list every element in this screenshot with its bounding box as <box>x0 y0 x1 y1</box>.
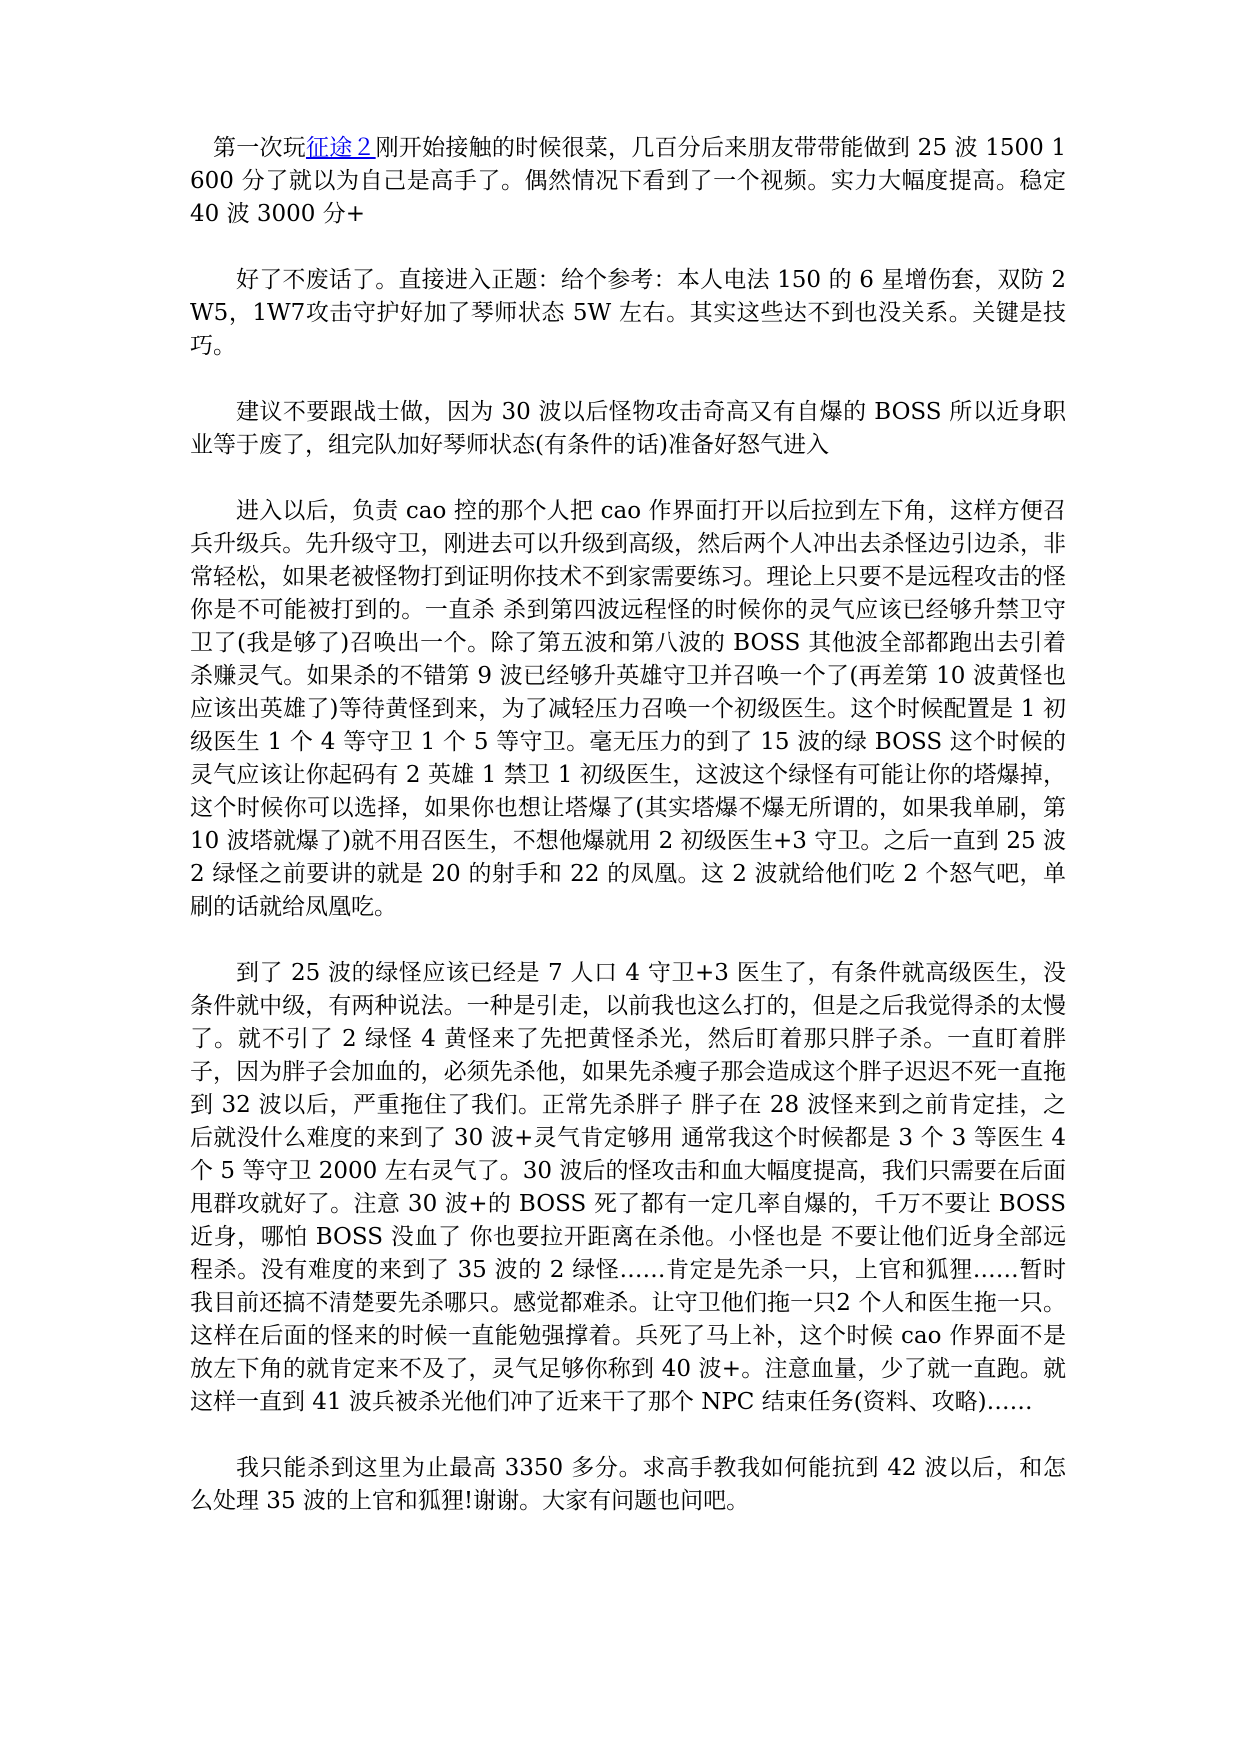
game-title-link[interactable]: 征途２ <box>305 135 376 161</box>
paragraph-early-waves: 进入以后，负责 cao 控的那个人把 cao 作界面打开以后拉到左下角，这样方便召兵升级兵。先升级守卫，刚进去可以升级到高级，然后两个人冲出去杀怪边引边杀，非常轻松，如果老被怪物打到证明你技术不到家需要练习。理论上只要不是远程攻击的怪你是不可能被打到的。一直杀 杀到第四波远程怪的时候你的灵气应该已经够升禁卫守卫了(我是够了)召唤出一个。除了第五波和第八波的 BOSS 其他波全部都跑出去引着杀赚灵气。如果杀的不错第 9 波已经够升英雄守卫并召唤一个了(再差第 10 波黄怪也应该出英雄了)等待黄怪到来，为了减轻压力召唤一个初级医生。这个时候配置是 1 初级医生 1 个 4 等守卫 1 个 5 等守卫。毫无压力的到了 15 波的绿 BOSS 这个时候的灵气应该让你起码有 2 英雄 1 禁卫 1 初级医生，这波这个绿怪有可能让你的塔爆掉，这个时候你可以选择，如果你也想让塔爆了(其实塔爆不爆无所谓的，如果我单刷，第 10 波塔就爆了)就不用召医生，不想他爆就用 2 初级医生+3 守卫。之后一直到 25 波 2 绿怪之前要讲的就是 20 的射手和 22 的凤凰。这 2 波就给他们吃 2 个怒气吧，单刷的话就给凤凰吃。 <box>190 498 1066 920</box>
paragraph-intro <box>190 132 1066 231</box>
intro-text-before: 第一次玩 <box>213 135 306 161</box>
document-page <box>190 132 1066 1551</box>
paragraph-late-waves: 到了 25 波的绿怪应该已经是 7 人口 4 守卫+3 医生了，有条件就高级医生，没条件就中级，有两种说法。一种是引走，以前我也这么打的，但是之后我觉得杀的太慢了。就不引了 2 绿怪 4 黄怪来了先把黄怪杀光，然后盯着那只胖子杀。一直盯着胖子，因为胖子会加血的，必须先杀他，如果先杀瘦子那会造成这个胖子迟迟不死一直拖到 32 波以后，严重拖住了我们。正常先杀胖子 胖子在 28 波怪来到之前肯定挂，之后就没什么难度的来到了 30 波+灵气肯定够用 通常我这个时候都是 3 个 3 等医生 4 个 5 等守卫 2000 左右灵气了。30 波后的怪攻击和血大幅度提高，我们只需要在后面甩群攻就好了。注意 30 波+的 BOSS 死了都有一定几率自爆的，千万不要让 BOSS 近身，哪怕 BOSS 没血了 你也要拉开距离在杀他。小怪也是 不要让他们近身全部远程杀。没有难度的来到了 35 波的 2 绿怪……肯定是先杀一只，上官和狐狸……暂时我目前还搞不清楚要先杀哪只。感觉都难杀。让守卫他们拖一只2 个人和医生拖一只。这样在后面的怪来的时候一直能勉强撑着。兵死了马上补，这个时候 cao 作界面不是放左下角的就肯定来不及了，灵气足够你称到 40 波+。注意血量，少了就一直跑。就这样一直到 41 波兵被杀光他们冲了近来干了那个 NPC 结束任务(资料、攻略)…… <box>190 960 1066 1415</box>
intro-text-after: 刚开始接触的时候很菜，几百分后来朋友带带能做到 25 波 1500 1600 分了就以为自己是高手了。偶然情况下看到了一个视频。实力大幅度提高。稳定 40 波 3000 分+ <box>190 135 1066 227</box>
paragraph-advice: 建议不要跟战士做，因为 30 波以后怪物攻击奇高又有自爆的 BOSS 所以近身职业等于废了，组完队加好琴师状态(有条件的话)准备好怒气进入 <box>190 399 1066 458</box>
paragraph-closing: 我只能杀到这里为止最高 3350 多分。求高手教我如何能抗到 42 波以后，和怎么处理 35 波的上官和狐狸!谢谢。大家有问题也问吧。 <box>190 1455 1066 1514</box>
paragraph-reference: 好了不废话了。直接进入正题：给个参考：本人电法 150 的 6 星增伤套，双防 2W5，1W7攻击守护好加了琴师状态 5W 左右。其实这些达不到也没关系。关键是技巧。 <box>190 267 1066 359</box>
